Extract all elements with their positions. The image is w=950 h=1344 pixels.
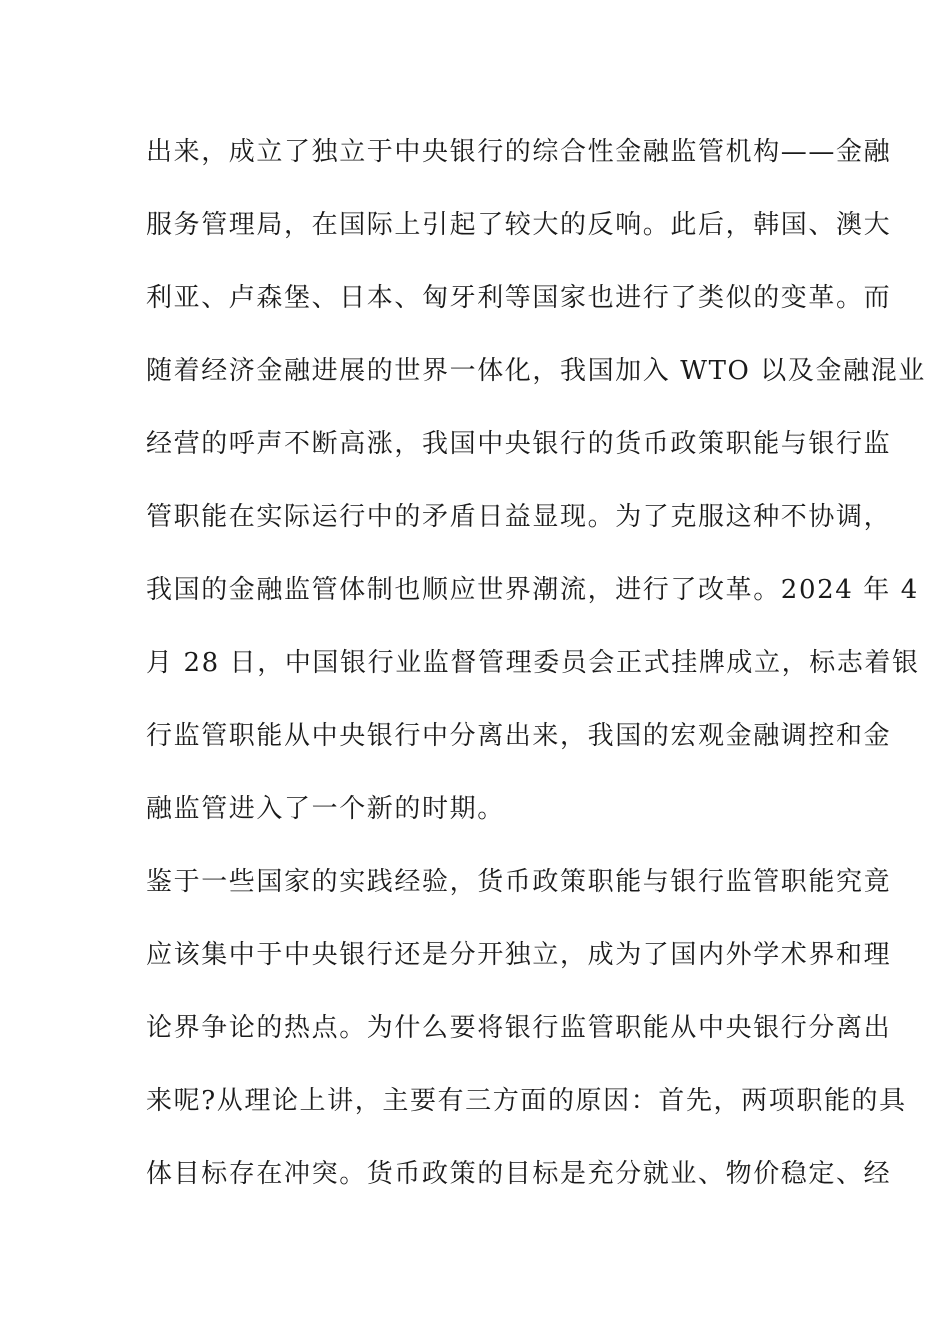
text-line: 随着经济金融进展的世界一体化，我国加入 WTO 以及金融混业 bbox=[146, 356, 926, 386]
text-line: 出来，成立了独立于中央银行的综合性金融监管机构——金融 bbox=[146, 137, 892, 167]
text-line: 应该集中于中央银行还是分开独立，成为了国内外学术界和理 bbox=[146, 940, 892, 970]
text-line: 来呢?从理论上讲，主要有三方面的原因：首先，两项职能的具 bbox=[146, 1086, 907, 1116]
text-line: 经营的呼声不断高涨，我国中央银行的货币政策职能与银行监 bbox=[146, 429, 892, 459]
text-line: 我国的金融监管体制也顺应世界潮流，进行了改革。2024 年 4 bbox=[146, 575, 919, 605]
text-line: 论界争论的热点。为什么要将银行监管职能从中央银行分离出 bbox=[146, 1013, 892, 1043]
text-line: 行监管职能从中央银行中分离出来，我国的宏观金融调控和金 bbox=[146, 721, 892, 751]
paragraph-start-line: 鉴于一些国家的实践经验，货币政策职能与银行监管职能究竟 bbox=[146, 867, 892, 897]
text-line: 利亚、卢森堡、日本、匈牙利等国家也进行了类似的变革。而 bbox=[146, 283, 892, 313]
text-line: 管职能在实际运行中的矛盾日益显现。为了克服这种不协调， bbox=[146, 502, 892, 532]
text-line: 月 28 日，中国银行业监督管理委员会正式挂牌成立，标志着银 bbox=[146, 648, 920, 678]
text-line: 融监管进入了一个新的时期。 bbox=[146, 794, 505, 824]
text-line: 服务管理局，在国际上引起了较大的反响。此后，韩国、澳大 bbox=[146, 210, 892, 240]
text-line: 体目标存在冲突。货币政策的目标是充分就业、物价稳定、经 bbox=[146, 1159, 892, 1189]
